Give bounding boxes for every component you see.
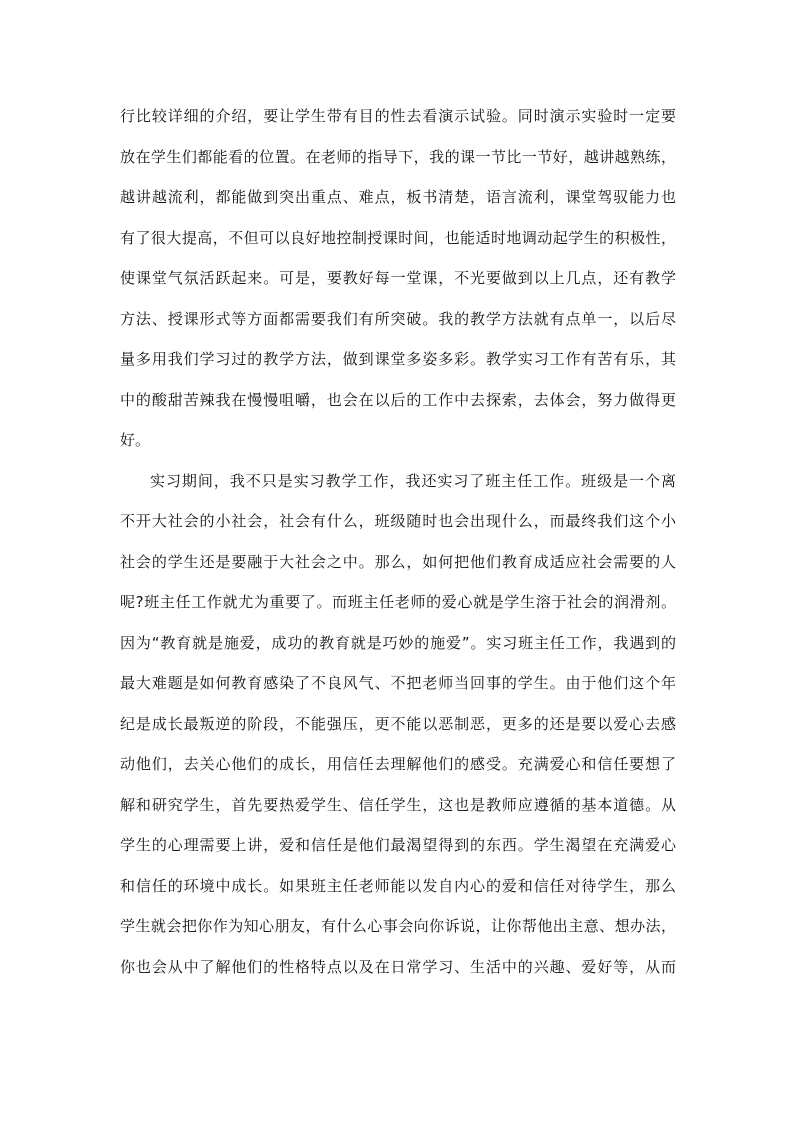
text-line: 中的酸甜苦辣我在慢慢咀嚼，也会在以后的工作中去探索，去体会，努力做得更 bbox=[120, 390, 676, 409]
text-line: 方法、授课形式等方面都需要我们有所突破。我的教学方法就有点单一，以后尽 bbox=[120, 309, 676, 328]
text-line: 放在学生们都能看的位置。在老师的指导下，我的课一节比一节好，越讲越熟练， bbox=[120, 147, 676, 166]
text-line: 纪是成长最叛逆的阶段，不能强压，更不能以恶制恶，更多的还是要以爱心去感 bbox=[120, 714, 676, 733]
text-line: 量多用我们学习过的教学方法，做到课堂多姿多彩。教学实习工作有苦有乐，其 bbox=[120, 350, 676, 368]
text-line: 呢?班主任工作就尤为重要了。而班主任老师的爱心就是学生溶于社会的润滑剂。 bbox=[120, 593, 676, 611]
paragraph-2 bbox=[120, 461, 676, 988]
document-body bbox=[120, 96, 676, 987]
text-line: 学生的心理需要上讲，爱和信任是他们最渴望得到的东西。学生渴望在充满爱心 bbox=[120, 836, 676, 854]
text-line: 和信任的环境中成长。如果班主任老师能以发自内心的爱和信任对待学生，那么 bbox=[120, 876, 676, 895]
text-line: 好。 bbox=[120, 431, 151, 449]
text-line: 动他们，去关心他们的成长，用信任去理解他们的感受。充满爱心和信任要想了 bbox=[120, 755, 676, 773]
text-line: 你也会从中了解他们的性格特点以及在日常学习、生活中的兴趣、爱好等，从而 bbox=[120, 957, 676, 976]
text-line: 最大难题是如何教育感染了不良风气、不把老师当回事的学生。由于他们这个年 bbox=[120, 674, 676, 692]
text-line: 学生就会把你作为知心朋友，有什么心事会向你诉说，让你帮他出主意、想办法， bbox=[120, 917, 676, 935]
text-line: 因为“教育就是施爱，成功的教育就是巧妙的施爱”。实习班主任工作，我遇到的 bbox=[120, 633, 676, 652]
text-line: 不开大社会的小社会，社会有什么，班级随时也会出现什么，而最终我们这个小 bbox=[120, 512, 676, 530]
text-line: 实习期间，我不只是实习教学工作，我还实习了班主任工作。班级是一个离 bbox=[150, 471, 676, 490]
text-line: 有了很大提高，不但可以良好地控制授课时间，也能适时地调动起学生的积极性， bbox=[120, 228, 676, 247]
text-line: 解和研究学生，首先要热爱学生、信任学生，这也是教师应遵循的基本道德。从 bbox=[120, 795, 676, 814]
text-line: 社会的学生还是要融于大社会之中。那么，如何把他们教育成适应社会需要的人 bbox=[120, 552, 676, 571]
text-line: 行比较详细的介绍，要让学生带有目的性去看演示试验。同时演示实验时一定要 bbox=[120, 107, 676, 125]
text-line: 越讲越流利，都能做到突出重点、难点，板书清楚，语言流利，课堂驾驭能力也 bbox=[120, 188, 676, 206]
paragraph-1 bbox=[120, 96, 676, 461]
text-line: 使课堂气氛活跃起来。可是，要教好每一堂课，不光要做到以上几点，还有教学 bbox=[120, 269, 676, 287]
